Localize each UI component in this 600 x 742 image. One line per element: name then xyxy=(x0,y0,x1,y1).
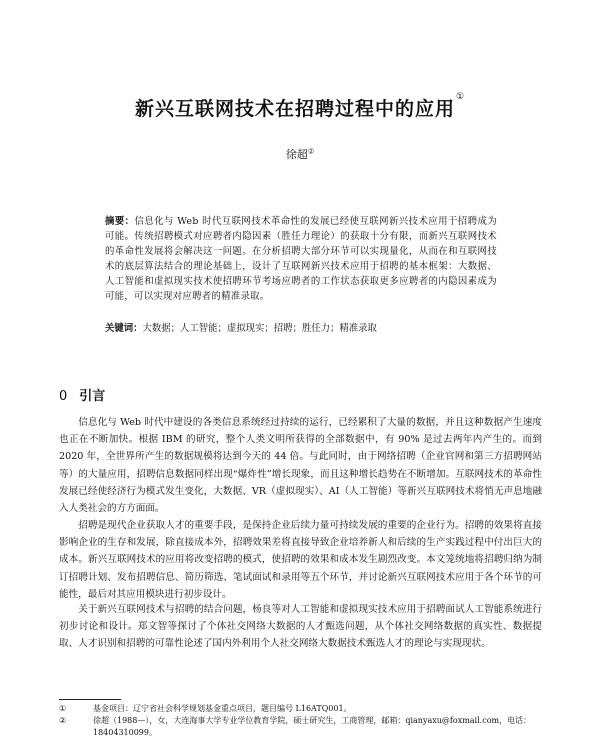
footnotes xyxy=(59,703,542,739)
body-paragraph xyxy=(59,517,542,603)
author-name: 徐超 xyxy=(285,148,308,161)
section-title: 引言 xyxy=(79,389,106,404)
abstract xyxy=(105,214,497,304)
paragraph-text: 信息化与 Web 时代中建设的各类信息系统经过持续的运行，已经累积了大量的数据，并且这种数据产生速度也正在不断加快。根据 IBM 的研究，整个人类文明所获得的全部数据中，有 90% 是过去两年内产生的。而到 2020 年，全世界所产生的数据规模将达到今天的 44 倍。与此同时，由于网络招聘（企业官网和第三方招聘网站等）的大量应用，招聘信息数据同样出现“爆炸性”增长现象，而且这种增长趋势在不断增加。互联网技术的革命性发展已经使经济行为模式发生变化，大数据、VR（虚拟现实）、AI（人工智能）等新兴互联网技术将悄无声息地融入人类社会的方方面面。 xyxy=(59,417,542,515)
footnote xyxy=(59,715,542,739)
keywords-text: 大数据；人工智能；虚拟现实；招聘；胜任力；精准录取 xyxy=(142,323,377,334)
section-number: 0 xyxy=(59,389,68,404)
footnote-marker: ① xyxy=(59,704,67,713)
section-heading xyxy=(59,385,105,404)
abstract-text: 信息化与 Web 时代互联网技术革命性的发展已经使互联网新兴技术应用于招聘成为可能。传统招聘模式对应聘者内隐因素（胜任力理论）的获取十分有限，而新兴互联网技术的革命性发展将会解决这一问题。在分析招聘大部分环节可以实现量化，从而在和互联网技术的底层算法结合的理论基础上，设计了互联网新兴技术应用于招聘的基本框架：大数据、人工智能和虚拟现实技术使招聘环节考场应聘者的工作状态获取更多应聘者的内隐因素成为可能，可以实现对应聘者的精准录取。 xyxy=(105,216,497,302)
keywords xyxy=(105,322,497,336)
keywords-label: 关键词： xyxy=(105,323,143,334)
footnote-text: 徐超（1988—），女，大连海事大学专业学位教育学院，硕士研究生，工商管理，邮箱：qianyaxu@foxmail.com，电话：18404310099。 xyxy=(93,716,532,737)
abstract-label: 摘要： xyxy=(105,216,135,227)
body-paragraph xyxy=(59,601,542,653)
footnote xyxy=(59,703,542,715)
paragraph-text: 招聘是现代企业获取人才的重要手段，是保持企业后续力量可持续发展的重要的企业行为。招聘的效果将直接影响企业的生存和发展，除直接成本外，招聘效果差将直接导致企业培养新人和后续的生产实践过程中付出巨大的成本。新兴互联网技术的应用将改变招聘的模式，使招聘的效果和成本发生剧烈改变。本文笼统地将招聘归纳为制订招聘计划、发布招聘信息、简历筛选、笔试面试和录用等五个环节，并讨论新兴互联网技术应用于各个环节的可能性，最后对其应用模块进行初步设计。 xyxy=(59,520,542,600)
paper-title-text: 新兴互联网技术在招聘过程中的应用 xyxy=(134,98,455,120)
author-footnote-marker: ② xyxy=(307,147,315,156)
title-footnote-marker: ① xyxy=(455,92,466,102)
body-paragraph xyxy=(59,414,542,517)
footnote-text: 基金项目：辽宁省社会科学规划基金重点项目，题目编号 L16ATQ001。 xyxy=(93,704,352,713)
footnote-marker: ② xyxy=(59,716,67,725)
author-line xyxy=(0,146,600,162)
paragraph-text: 关于新兴互联网技术与招聘的结合问题，杨良等对人工智能和虚拟现实技术应用于招聘面试人工智能系统进行初步讨论和设计。郑文智等探讨了个体社交网络大数据的人才甄选问题，从个体社交网络数据的真实性、数据提取、人才识别和招聘的可靠性论述了国内外利用个人社交网络大数据技术甄选人才的理论与实现现状。 xyxy=(59,604,542,650)
paper-title xyxy=(0,94,600,121)
footnote-divider xyxy=(59,699,121,700)
